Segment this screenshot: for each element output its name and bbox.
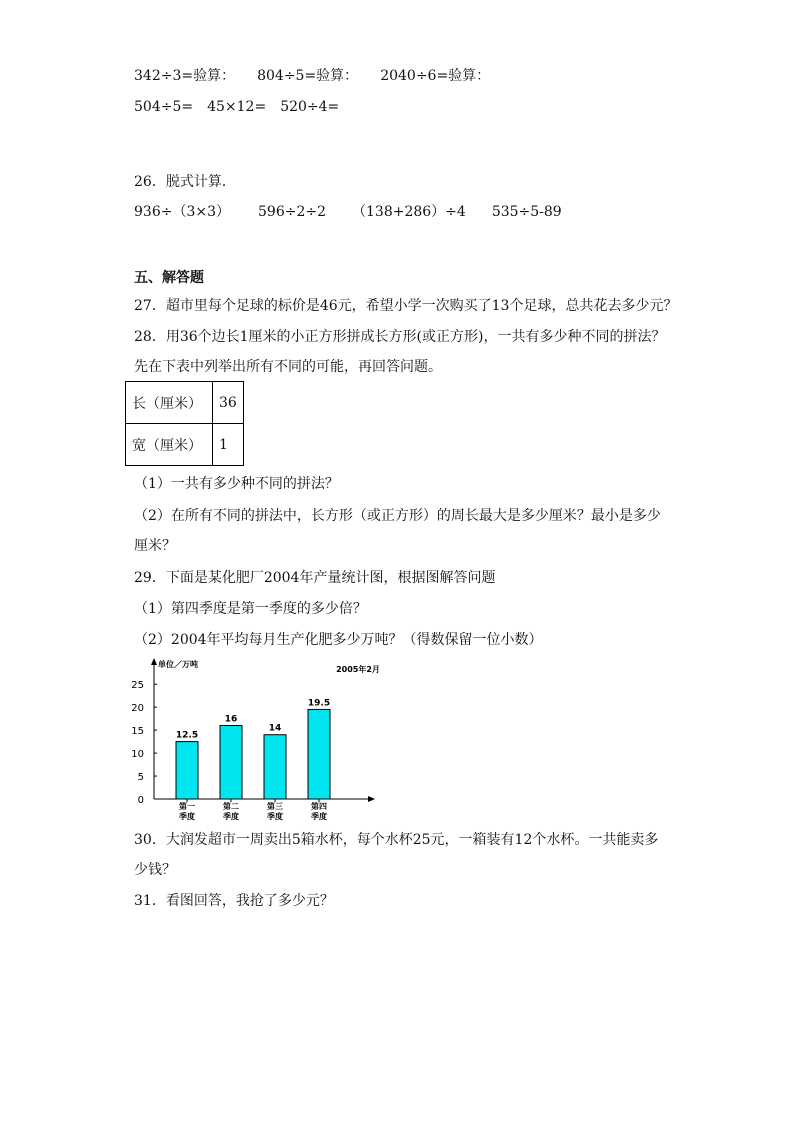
x-tick-label: 第三 [267,802,283,811]
y-tick-label: 10 [131,749,144,761]
production-bar-chart [128,655,388,825]
expression: （138+286）÷4 [352,204,466,220]
question-28-sub-1: （1）一共有多少种不同的拼法？ [134,476,339,492]
calc-line-2 [134,97,339,117]
question-29-line-1: 29．下面是某化肥厂2004年产量统计图，根据图解答问题 [134,570,496,586]
bar-value-label: 16 [224,714,238,725]
question-30-line-1: 30．大润发超市一周卖出5箱水杯，每个水杯25元，一箱装有12个水杯。一共能卖多 [134,832,659,848]
table-row [126,424,244,466]
y-tick-label: 15 [131,726,144,738]
question-29-sub-1: （1）第四季度是第一季度的多少倍？ [134,601,367,617]
x-tick-label: 第四 [311,802,327,811]
expression: 535÷5-89 [491,204,562,220]
enumeration-table [125,381,244,466]
question-29-sub-2: （2）2004年平均每月生产化肥多少万吨？（得数保留一位小数） [134,632,543,648]
table-cell-label: 长（厘米） [126,382,213,424]
x-tick-label: 季度 [311,812,327,821]
y-axis-arrow [151,658,157,665]
q26-items [134,202,562,222]
calc-item: 504÷5= [134,99,194,115]
bar [176,742,198,799]
section-title: 五、解答题 [134,270,204,286]
bar-value-label: 12.5 [175,730,199,741]
question-28-sub-2-line-1: （2）在所有不同的拼法中，长方形（或正方形）的周长最大是多少厘米？最小是多少 [134,508,661,524]
calc-item: 2040÷6=验算： [380,68,491,84]
question-28-line-1: 28．用36个边长1厘米的小正方形拼成长方形(或正方形)，一共有多少种不同的拼法？ [134,329,666,345]
question-31: 31．看图回答，我抢了多少元？ [134,893,334,909]
calc-line-1 [134,66,490,86]
table-cell-value: 36 [213,382,244,424]
x-tick-label: 第二 [223,802,239,811]
x-tick-label: 季度 [223,812,239,821]
x-tick-label: 季度 [179,812,195,821]
calc-item: 804÷5=验算： [257,68,359,84]
expression: 936÷（3×3） [134,204,230,220]
bar [308,709,330,799]
x-tick-label: 第一 [179,802,195,811]
question-30-line-2: 少钱？ [134,862,176,878]
calc-item: 45×12= [207,99,267,115]
calc-item: 342÷3=验算： [134,68,236,84]
y-tick-label: 0 [137,795,144,806]
x-tick-label: 季度 [267,812,283,821]
calc-item: 520÷4= [280,99,340,115]
bar [264,735,286,799]
table-cell-value: 1 [213,424,244,466]
question-27: 27．超市里每个足球的标价是46元，希望小学一次购买了13个足球，总共花去多少元？ [134,298,678,314]
q26-title: 26．脱式计算． [134,174,236,190]
question-28-sub-2-line-2: 厘米？ [134,538,176,554]
chart-title: 2005年2月 [336,665,380,674]
y-tick-label: 20 [131,703,144,715]
y-axis-label: 单位／万吨 [158,660,198,669]
x-axis-arrow [368,796,375,802]
table-cell-label: 宽（厘米） [126,424,213,466]
bar [220,726,242,799]
y-tick-label: 25 [131,680,144,692]
bar-value-label: 19.5 [307,698,331,709]
y-tick-label: 5 [137,772,144,784]
bar-value-label: 14 [268,723,282,734]
expression: 596÷2÷2 [258,204,326,220]
question-28-line-2: 先在下表中列举出所有不同的可能，再回答问题。 [134,359,442,375]
table-row [126,382,244,424]
